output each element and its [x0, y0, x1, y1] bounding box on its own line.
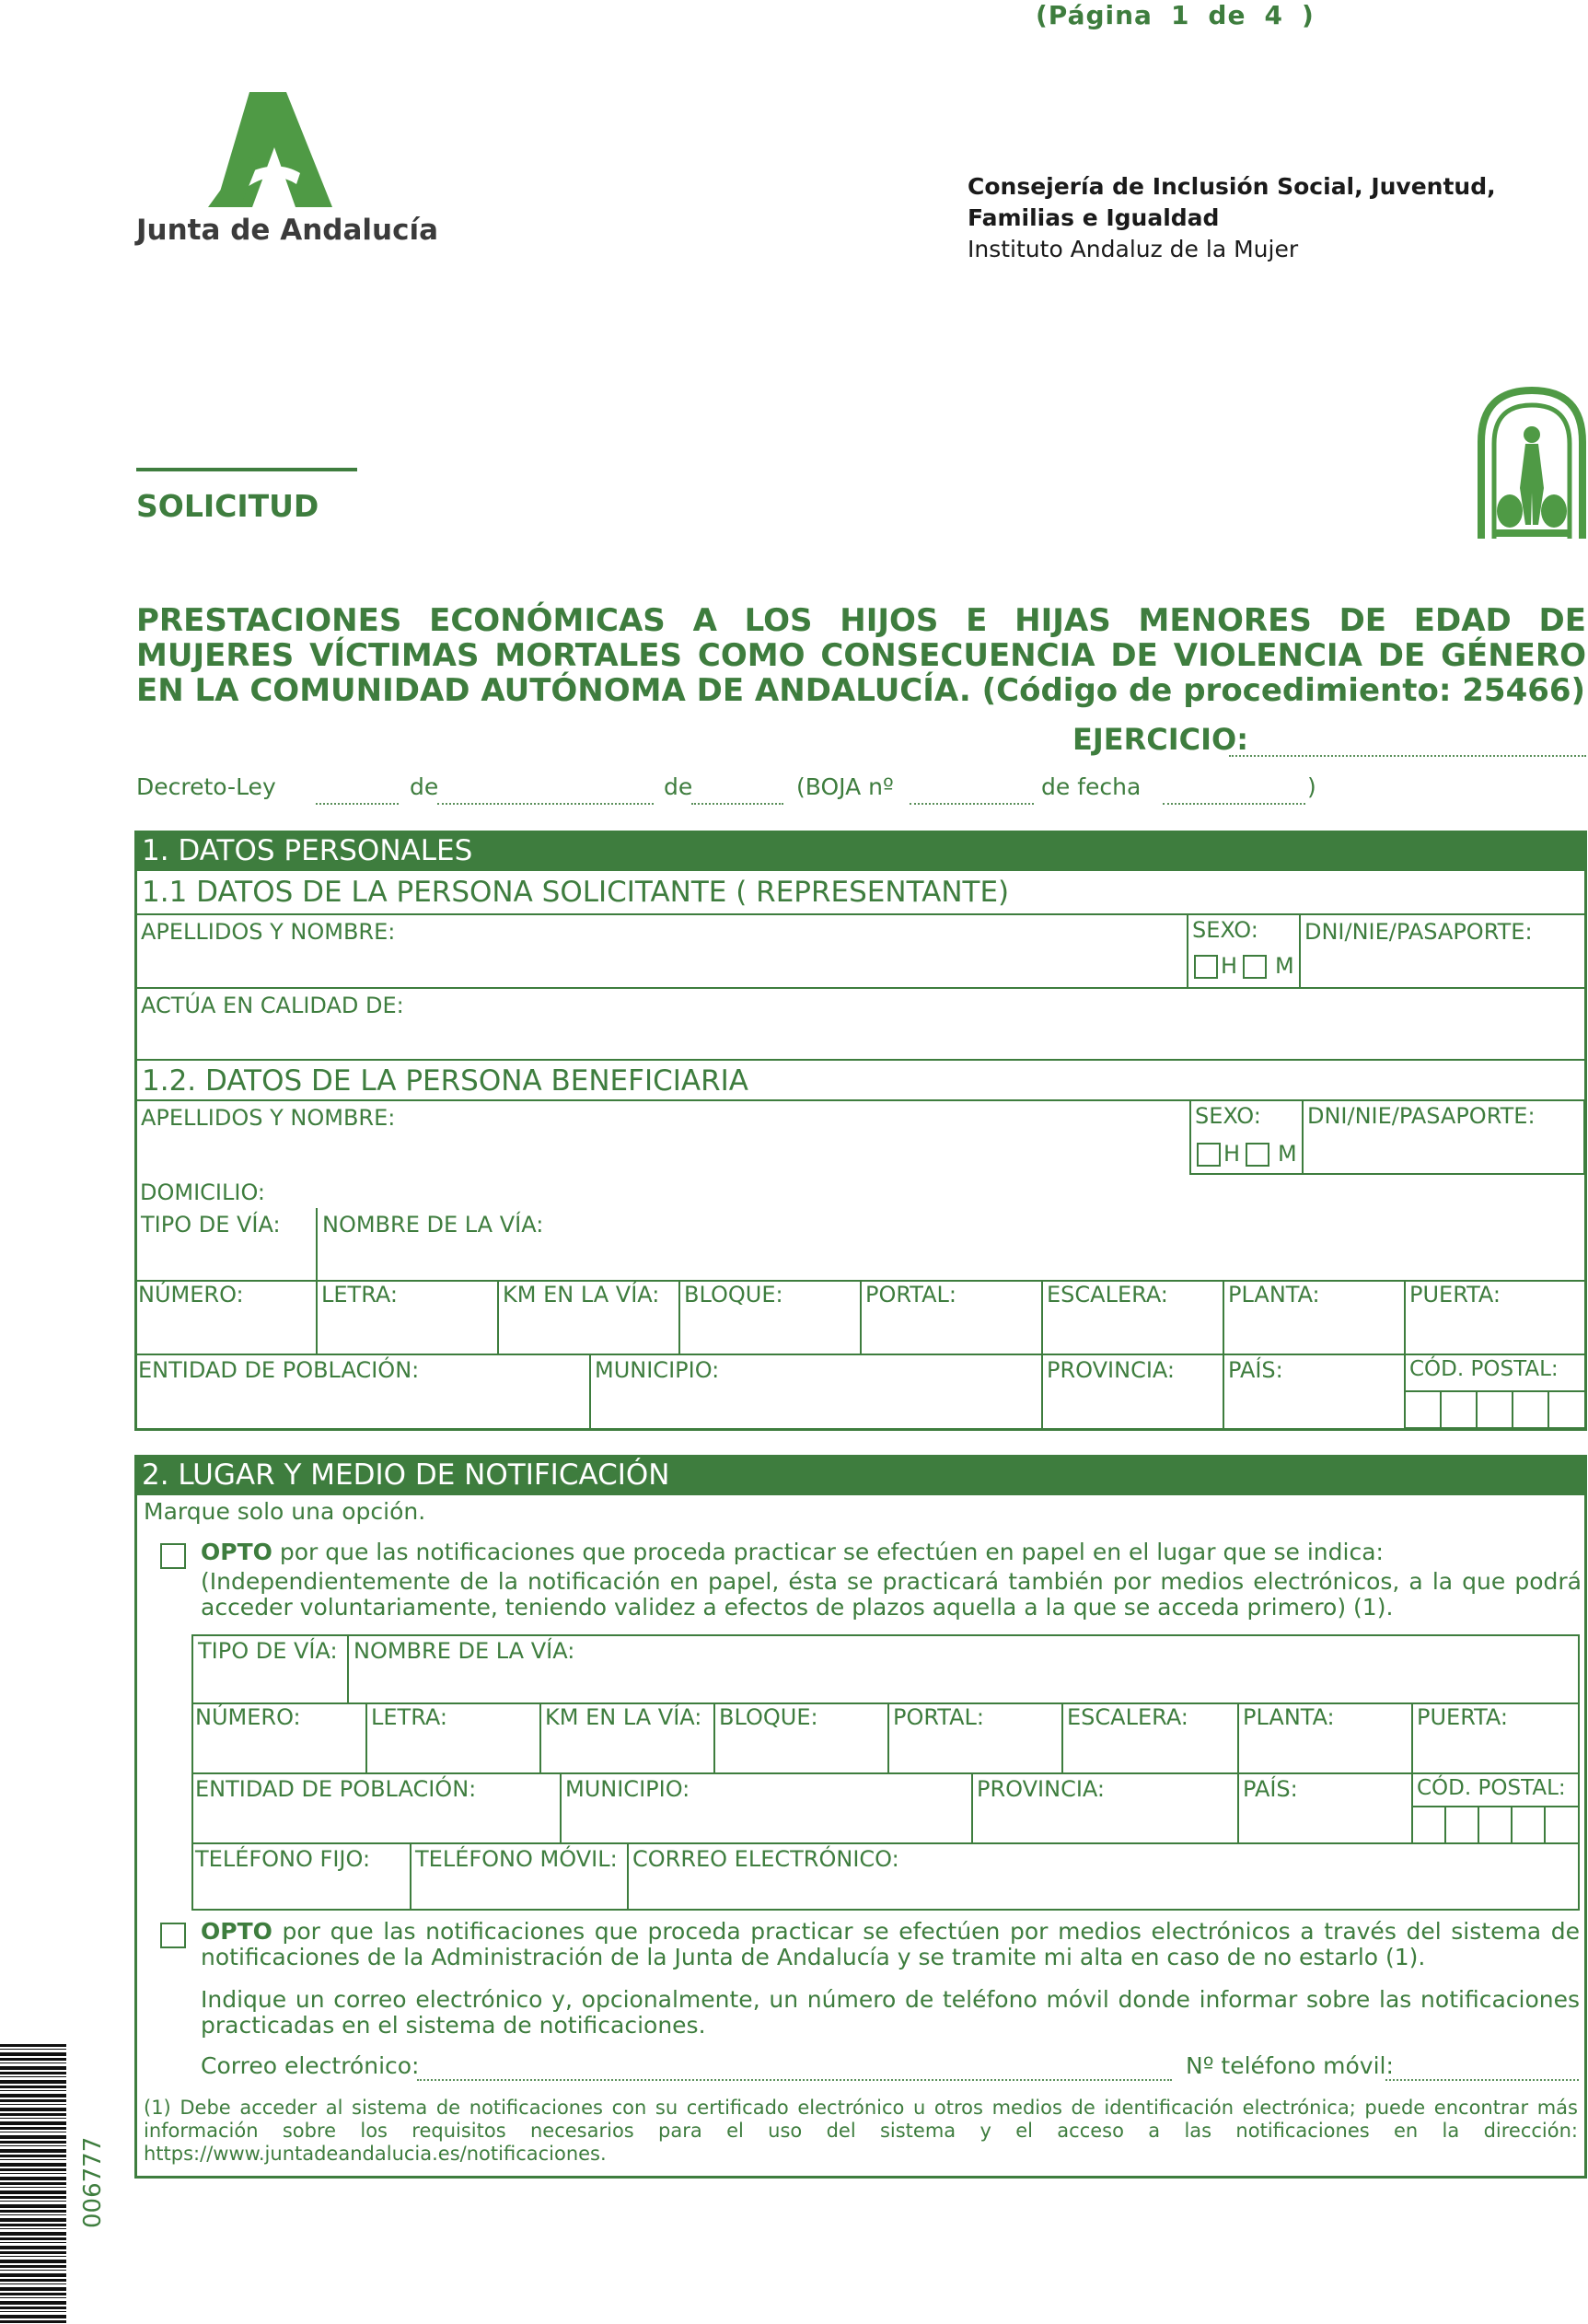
- sexo-m-label: M: [1275, 953, 1294, 979]
- solicitud-rule: [136, 468, 357, 471]
- section1-sub1: 1.1 DATOS DE LA PERSONA SOLICITANTE ( REPRESENTANTE): [134, 871, 1587, 915]
- opt-papel-text: [201, 1540, 1582, 1565]
- provincia-label: PROVINCIA:: [1047, 1357, 1175, 1383]
- decreto-fecha: de fecha: [1041, 773, 1142, 800]
- puerta-field[interactable]: [1404, 1280, 1587, 1355]
- sexo-label: SEXO:: [1192, 917, 1258, 943]
- page-number: [1026, 0, 1324, 30]
- junta-logo-icon: [208, 92, 332, 207]
- benef-sexo-h-checkbox[interactable]: [1197, 1143, 1221, 1167]
- barcode-icon: [0, 2044, 66, 2324]
- decreto-date-field[interactable]: [437, 803, 654, 805]
- opt-papel-label: por que las notificaciones que proceda practicar se efectúen en papel en el lugar que se indica:: [272, 1539, 1384, 1565]
- notif-numero-field[interactable]: [191, 1702, 367, 1774]
- bloque-label: BLOQUE:: [684, 1282, 783, 1307]
- divider: [134, 987, 1587, 989]
- notif-km-field[interactable]: [539, 1702, 715, 1774]
- notif-provincia-label: PROVINCIA:: [977, 1776, 1105, 1802]
- page-label: (Página: [1036, 0, 1153, 30]
- ejercicio-field[interactable]: [1229, 755, 1586, 757]
- solicitud-heading: SOLICITUD: [136, 488, 319, 524]
- telefono-movil-field[interactable]: [410, 1842, 629, 1911]
- consejeria-block: [968, 171, 1496, 265]
- notif-escalera-field[interactable]: [1061, 1702, 1239, 1774]
- notif-planta-field[interactable]: [1237, 1702, 1413, 1774]
- entidad-label: ENTIDAD DE POBLACIÓN:: [138, 1357, 420, 1383]
- opt-papel-subtext: (Independientemente de la notificación en papel, ésta se practicará también por medios electrónicos, a la que podrá acceder voluntariamente, teniendo validez a efectos de plazos aquella a la que se acceda primero) (1).: [201, 1568, 1582, 1621]
- notif-cod-postal-label-cell: [1411, 1772, 1580, 1807]
- benef-sexo-label: SEXO:: [1195, 1103, 1261, 1129]
- decreto-boja: (BOJA nº: [796, 773, 894, 800]
- benef-sexo-m-label: M: [1278, 1141, 1297, 1167]
- notif-bloque-field[interactable]: [713, 1702, 889, 1774]
- correo-e-field[interactable]: [417, 2079, 1172, 2081]
- logo-text: Junta de Andalucía: [136, 214, 438, 247]
- boja-date-field[interactable]: [1163, 803, 1305, 805]
- notif-entidad-label: ENTIDAD DE POBLACIÓN:: [195, 1776, 477, 1802]
- benef-dni-field[interactable]: [1304, 1101, 1585, 1175]
- divider: [316, 1208, 318, 1282]
- decreto-year-field[interactable]: [691, 803, 783, 805]
- notif-provincia-field[interactable]: [971, 1772, 1239, 1844]
- correo-field[interactable]: [627, 1842, 1580, 1911]
- dni-label: DNI/NIE/PASAPORTE:: [1304, 919, 1533, 945]
- notif-portal-field[interactable]: [887, 1702, 1063, 1774]
- pais-field[interactable]: [1223, 1354, 1406, 1431]
- page-total: 4: [1264, 0, 1283, 30]
- page-close: ): [1301, 0, 1315, 30]
- cod-postal-digit[interactable]: [1476, 1390, 1513, 1429]
- opt-papel-checkbox[interactable]: [160, 1543, 186, 1569]
- divider: [347, 1634, 349, 1702]
- telefono-fijo-label: TELÉFONO FIJO:: [195, 1846, 371, 1872]
- nombre-via-field[interactable]: [319, 1210, 1580, 1280]
- decreto-de2: de: [664, 773, 693, 800]
- domicilio-label: DOMICILIO:: [140, 1179, 265, 1205]
- notif-puerta-label: PUERTA:: [1417, 1704, 1509, 1730]
- notif-puerta-field[interactable]: [1411, 1702, 1580, 1774]
- pais-label: PAÍS:: [1228, 1357, 1283, 1383]
- notif-cod-postal-digit[interactable]: [1544, 1806, 1580, 1844]
- notif-pais-field[interactable]: [1237, 1772, 1413, 1844]
- benef-dni-label: DNI/NIE/PASAPORTE:: [1307, 1103, 1536, 1129]
- section1-sub2: 1.2. DATOS DE LA PERSONA BENEFICIARIA: [134, 1059, 1587, 1101]
- footnote: (1) Debe acceder al sistema de notificaciones con su certificado electrónico u otros medios de identificación electrónica; puede encontrar más información sobre los requisitos necesarios para el uso del sistema y el acceso a las notificaciones en la dirección: https://www.juntadeandalucia.es/notificaciones.: [144, 2097, 1578, 2165]
- ejercicio-label: EJERCICIO:: [1072, 722, 1249, 757]
- benef-sexo-m-checkbox[interactable]: [1246, 1143, 1269, 1167]
- benef-apellidos-label: APELLIDOS Y NOMBRE:: [141, 1105, 396, 1131]
- notif-bloque-label: BLOQUE:: [719, 1704, 818, 1730]
- procedure-title: PRESTACIONES ECONÓMICAS A LOS HIJOS E HIJAS MENORES DE EDAD DE MUJERES VÍCTIMAS MORTALES COMO CONSECUENCIA DE VIOLENCIA DE GÉNERO EN LA COMUNIDAD AUTÓNOMA DE ANDALUCÍA. (Código de procedimiento: 25466): [136, 602, 1586, 709]
- notif-letra-field[interactable]: [365, 1702, 541, 1774]
- benef-sexo-h-label: H: [1223, 1141, 1241, 1167]
- notif-planta-label: PLANTA:: [1243, 1704, 1335, 1730]
- notif-municipio-field[interactable]: [560, 1772, 973, 1844]
- opto-bold: OPTO: [201, 1918, 272, 1945]
- telefono-movil-label: TELÉFONO MÓVIL:: [415, 1846, 618, 1872]
- notif-pais-label: PAÍS:: [1243, 1776, 1298, 1802]
- consejeria-line2: Familias e Igualdad: [968, 204, 1220, 231]
- indique-text: Indique un correo electrónico y, opcionalmente, un número de teléfono móvil donde informar sobre las notificaciones practicadas en el sistema de notificaciones.: [201, 1986, 1580, 2039]
- numero-label: NÚMERO:: [138, 1282, 244, 1307]
- notif-cod-postal-digit[interactable]: [1411, 1806, 1446, 1844]
- boja-number-field[interactable]: [910, 803, 1034, 805]
- tipo-via-field[interactable]: [137, 1210, 316, 1280]
- coat-of-arms-icon: [1478, 387, 1586, 543]
- bloque-field[interactable]: [678, 1280, 862, 1355]
- entidad-field[interactable]: [134, 1354, 591, 1431]
- page-current: 1: [1170, 0, 1190, 30]
- cod-postal-digit[interactable]: [1547, 1390, 1587, 1429]
- cod-postal-digit[interactable]: [1404, 1390, 1442, 1429]
- telefono-fijo-field[interactable]: [191, 1842, 411, 1911]
- sexo-h-label: H: [1221, 953, 1238, 979]
- notif-numero-label: NÚMERO:: [195, 1704, 301, 1730]
- numero-field[interactable]: [134, 1280, 318, 1355]
- dni-field[interactable]: [1301, 917, 1582, 987]
- notif-portal-label: PORTAL:: [893, 1704, 984, 1730]
- tipo-via-label: TIPO DE VÍA:: [141, 1212, 281, 1238]
- benef-apellidos-field[interactable]: [137, 1103, 1187, 1173]
- portal-label: PORTAL:: [865, 1282, 956, 1307]
- actua-field[interactable]: [137, 991, 1582, 1059]
- section2-title: 2. LUGAR Y MEDIO DE NOTIFICACIÓN: [134, 1455, 1587, 1495]
- notif-entidad-field[interactable]: [191, 1772, 562, 1844]
- decreto-label: Decreto-Ley: [136, 773, 276, 800]
- km-field[interactable]: [497, 1280, 680, 1355]
- notif-cod-postal-digit[interactable]: [1444, 1806, 1479, 1844]
- notif-letra-label: LETRA:: [371, 1704, 447, 1730]
- km-label: KM EN LA VÍA:: [503, 1282, 660, 1307]
- apellidos-field[interactable]: [137, 917, 1187, 987]
- section1-title: 1. DATOS PERSONALES: [134, 831, 1587, 871]
- notif-cod-postal-label: CÓD. POSTAL:: [1417, 1776, 1566, 1800]
- apellidos-label: APELLIDOS Y NOMBRE:: [141, 919, 396, 945]
- notif-cod-postal-digit[interactable]: [1511, 1806, 1546, 1844]
- page-of: de: [1208, 0, 1246, 30]
- notif-cod-postal-digit[interactable]: [1478, 1806, 1513, 1844]
- cod-postal-label-cell: [1404, 1354, 1587, 1390]
- sexo-m-checkbox[interactable]: [1243, 955, 1267, 979]
- actua-label: ACTÚA EN CALIDAD DE:: [141, 993, 404, 1018]
- decreto-de1: de: [410, 773, 439, 800]
- municipio-field[interactable]: [589, 1354, 1043, 1431]
- letra-label: LETRA:: [321, 1282, 398, 1307]
- escalera-field[interactable]: [1041, 1280, 1224, 1355]
- cod-postal-digit[interactable]: [1440, 1390, 1478, 1429]
- tel-movil-field[interactable]: [1385, 2079, 1579, 2081]
- notif-tipo-via-field[interactable]: [194, 1636, 347, 1702]
- correo-e-label: Correo electrónico:: [201, 2052, 420, 2079]
- planta-field[interactable]: [1223, 1280, 1406, 1355]
- notif-municipio-label: MUNICIPIO:: [565, 1776, 690, 1802]
- notif-escalera-label: ESCALERA:: [1067, 1704, 1188, 1730]
- opt-electronica-label: por que las notificaciones que proceda practicar se efectúen por medios electrónicos a través del sistema de notificaciones de la Administración de la Junta de Andalucía y se tramite mi alta en caso de no estarlo (1).: [201, 1918, 1580, 1970]
- consejeria-line1: Consejería de Inclusión Social, Juventud,: [968, 173, 1496, 200]
- provincia-field[interactable]: [1041, 1354, 1224, 1431]
- municipio-label: MUNICIPIO:: [595, 1357, 720, 1383]
- tel-movil-label: Nº teléfono móvil:: [1186, 2052, 1394, 2079]
- marque-text: Marque solo una opción.: [144, 1498, 426, 1525]
- cod-postal-label: CÓD. POSTAL:: [1409, 1357, 1559, 1381]
- portal-field[interactable]: [860, 1280, 1043, 1355]
- notif-km-label: KM EN LA VÍA:: [545, 1704, 702, 1730]
- decreto-number-field[interactable]: [316, 803, 399, 805]
- opt-electronica-checkbox[interactable]: [160, 1923, 186, 1948]
- opt-electronica-text: [201, 1919, 1580, 1970]
- cod-postal-digit[interactable]: [1512, 1390, 1549, 1429]
- instituto: Instituto Andaluz de la Mujer: [968, 236, 1299, 262]
- correo-label: CORREO ELECTRÓNICO:: [632, 1846, 899, 1872]
- letra-field[interactable]: [316, 1280, 499, 1355]
- barcode-number: 006777: [79, 2136, 107, 2228]
- puerta-label: PUERTA:: [1409, 1282, 1501, 1307]
- opto-bold: OPTO: [201, 1539, 272, 1565]
- decreto-close: ): [1307, 773, 1316, 800]
- nombre-via-label: NOMBRE DE LA VÍA:: [322, 1212, 544, 1238]
- notif-nombre-via-field[interactable]: [350, 1636, 1574, 1702]
- planta-label: PLANTA:: [1228, 1282, 1320, 1307]
- sexo-h-checkbox[interactable]: [1194, 955, 1218, 979]
- notif-nombre-via-label: NOMBRE DE LA VÍA:: [354, 1638, 575, 1664]
- escalera-label: ESCALERA:: [1047, 1282, 1168, 1307]
- notif-tipo-via-label: TIPO DE VÍA:: [198, 1638, 338, 1664]
